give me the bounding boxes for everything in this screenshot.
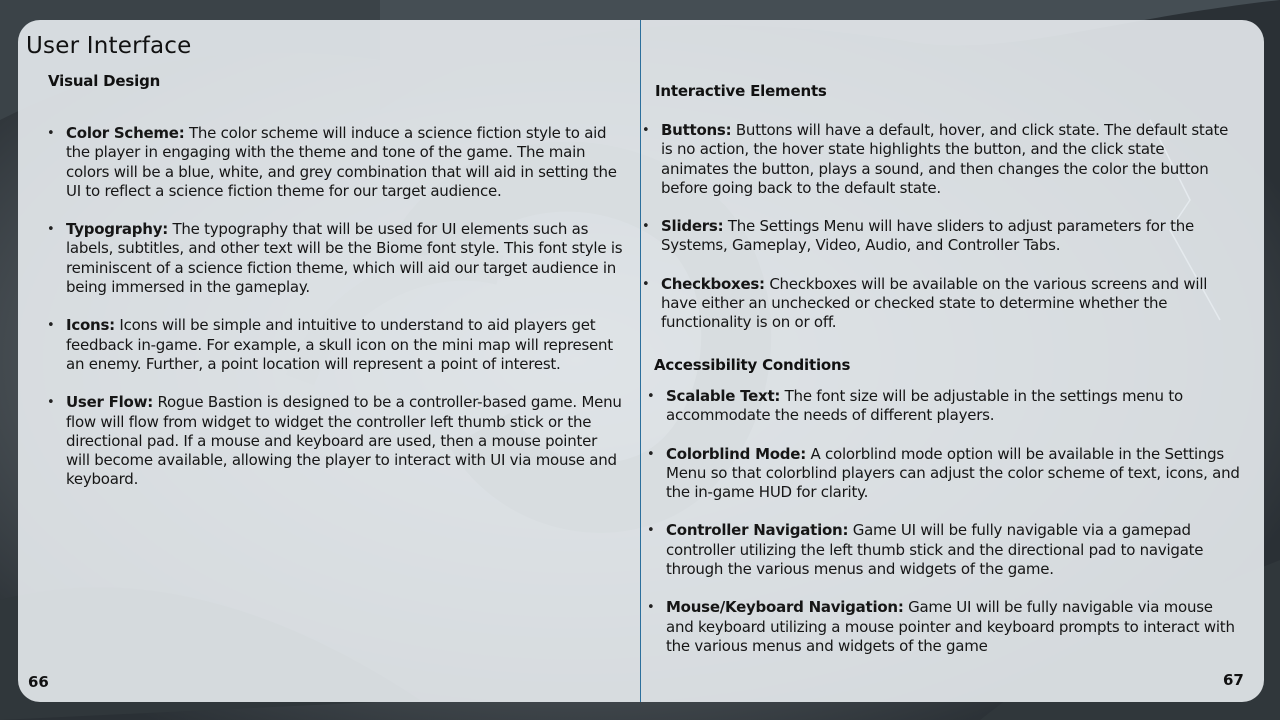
list-item: [661, 121, 1236, 198]
list-item: [661, 217, 1236, 256]
list-item: [666, 387, 1241, 426]
bullet-text: Icons will be simple and intuitive to understand to aid players get feedback in-game. For example, a skull icon on the mini map will represent an enemy. Further, a point location will represent a point of interest.: [66, 316, 613, 373]
list-item: [666, 521, 1241, 579]
bullet-text: The color scheme will induce a science fiction style to aid the player in engaging with the theme and tone of the game. The main colors will be a blue, white, and grey combination that will aid in setting the UI to reflect a science fiction theme for our target audience.: [66, 124, 617, 200]
bullet-term: Icons:: [66, 316, 115, 335]
bullet-term: Sliders:: [661, 217, 724, 236]
spread-title: User Interface: [26, 33, 192, 59]
interactive-elements-heading: Interactive Elements: [655, 82, 827, 100]
bullet-term: User Flow:: [66, 393, 153, 412]
bullet-term: Checkboxes:: [661, 274, 765, 293]
bullet-term: Colorblind Mode:: [666, 444, 806, 463]
bullet-term: Color Scheme:: [66, 124, 185, 142]
bullet-text: Buttons will have a default, hover, and click state. The default state is no action, the hover state highlights the button, and the click state animates the button, plays a sound, and then changes the color the button before going back to the default state.: [661, 121, 1229, 197]
bullet-term: Mouse/Keyboard Navigation:: [666, 598, 904, 617]
bullet-text: The font size will be adjustable in the settings menu to accommodate the needs of different players.: [666, 387, 1183, 425]
bullet-term: Controller Navigation:: [666, 521, 849, 540]
bullet-text: Rogue Bastion is designed to be a controller-based game. Menu flow will flow from widget to widget the controller left thumb stick or the directional pad. If a mouse and keyboard are used, then a mouse pointer will become available, allowing the player to interact with UI via mouse and keyboard.: [66, 393, 622, 489]
page-number-left: 66: [28, 673, 49, 691]
list-item: [66, 316, 624, 374]
bullet-text: The typography that will be used for UI elements such as labels, subtitles, and other text will be the Biome font style. This font style is reminiscent of a science fiction theme, which will aid our target audience in being immersed in the gameplay.: [66, 220, 623, 297]
list-item: [661, 275, 1236, 333]
left-page: [18, 20, 640, 702]
bullet-term: Typography:: [66, 220, 168, 239]
list-item: [666, 598, 1241, 656]
visual-design-heading: Visual Design: [48, 72, 161, 90]
bullet-text: A colorblind mode option will be available in the Settings Menu so that colorblind players can adjust the color scheme of text, icons, and the in-game HUD for clarity.: [666, 444, 1240, 502]
list-item: [666, 445, 1241, 503]
accessibility-conditions-heading: Accessibility Conditions: [654, 356, 851, 374]
list-item: [66, 220, 624, 297]
visual-design-list: [66, 124, 624, 490]
bullet-term: Scalable Text:: [666, 387, 781, 405]
list-item: [66, 393, 624, 489]
bullet-text: The Settings Menu will have sliders to adjust parameters for the Systems, Gameplay, Video, Audio, and Controller Tabs.: [661, 217, 1194, 255]
accessibility-conditions-list: [666, 387, 1241, 656]
bullet-text: Game UI will be fully navigable via a gamepad controller utilizing the left thumb stick and the directional pad to navigate through the various menus and widgets of the game.: [666, 521, 1204, 579]
bullet-text: Checkboxes will be available on the various screens and will have either an unchecked or checked state to determine whether the functionality is on or off.: [661, 274, 1208, 332]
bullet-text: Game UI will be fully navigable via mouse and keyboard utilizing a mouse pointer and keyboard prompts to interact with the various menus and widgets of the game: [666, 598, 1235, 655]
page-number-right: 67: [1223, 671, 1244, 689]
right-page: [641, 20, 1264, 702]
interactive-elements-list: [661, 121, 1236, 333]
list-item: [66, 124, 624, 201]
bullet-term: Buttons:: [661, 121, 732, 139]
